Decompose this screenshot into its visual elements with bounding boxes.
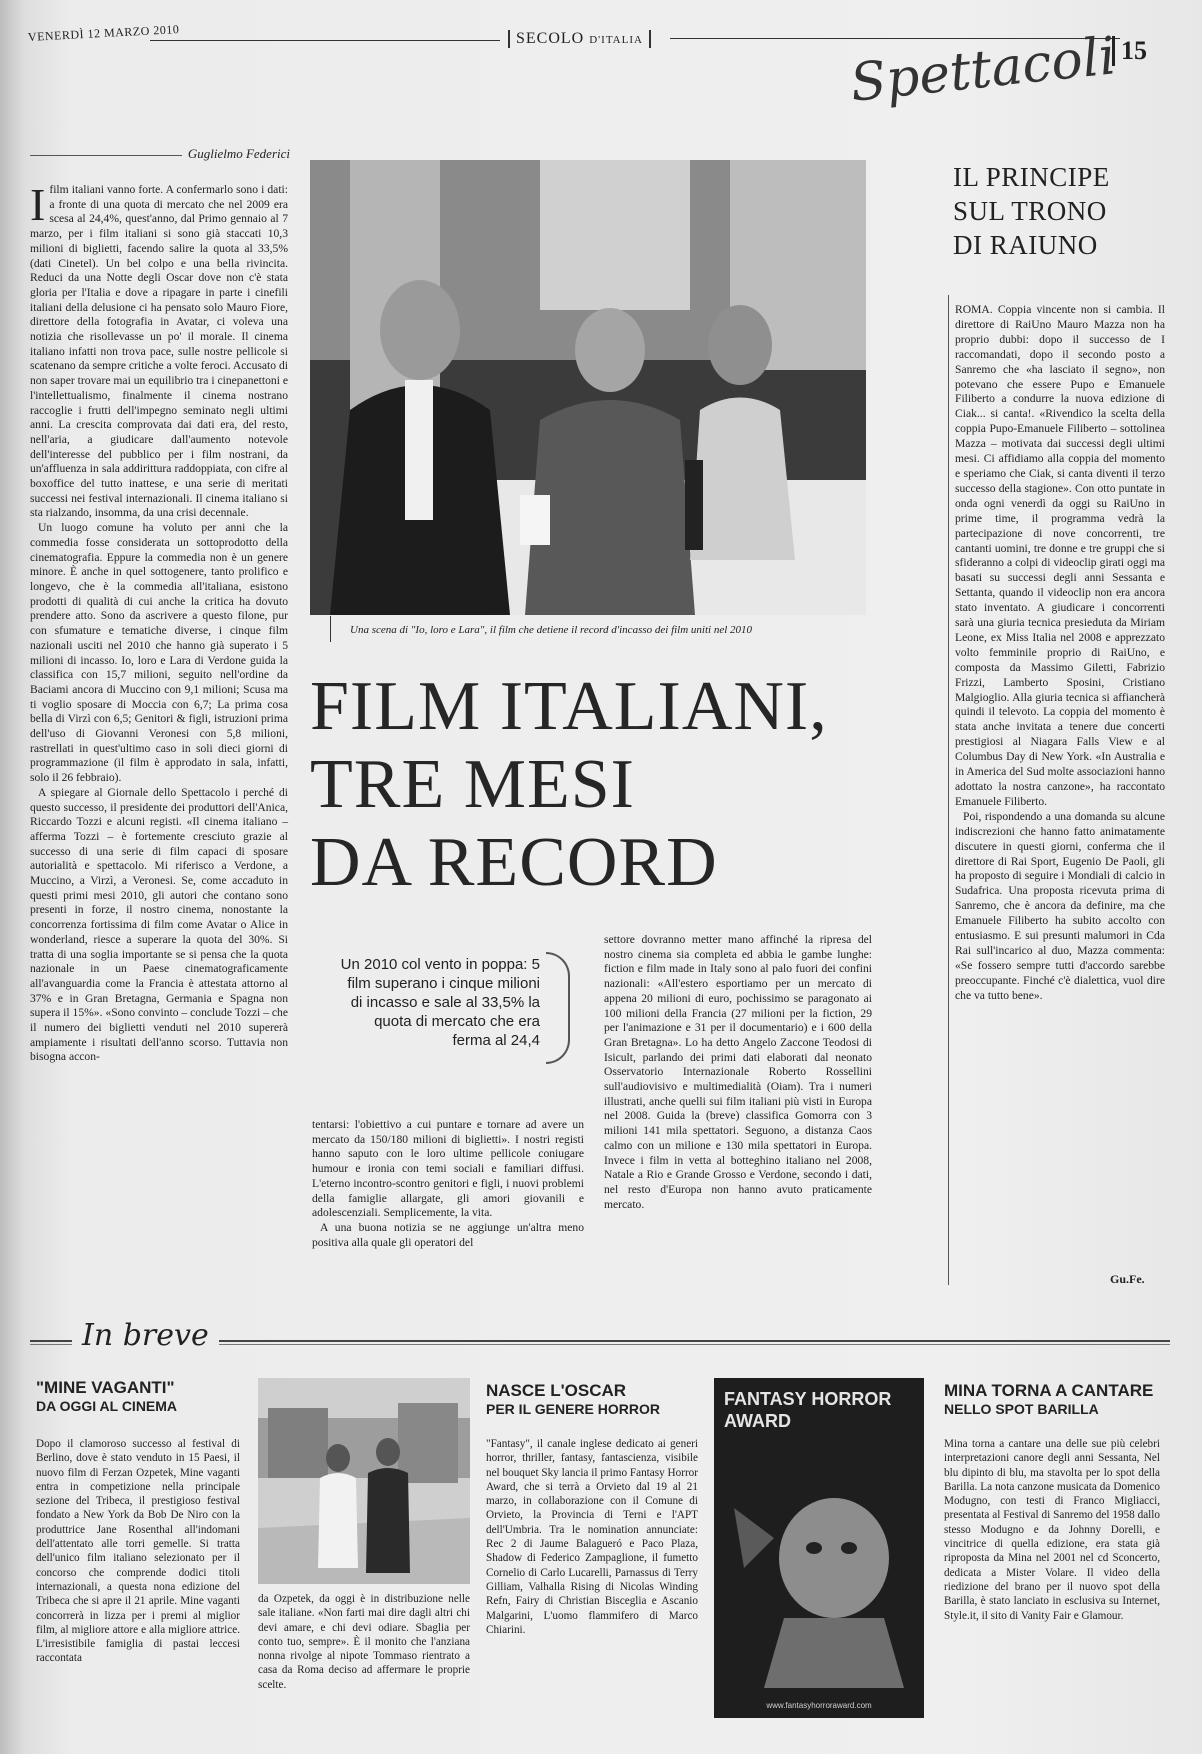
sidebar-text xyxy=(955,303,1165,1004)
brief-title: NASCE L'OSCAR xyxy=(486,1381,627,1400)
photo-caption: Una scena di "Io, loro e Lara", il film che detiene il record d'incasso dei film uniti nel 2010 xyxy=(350,624,753,636)
sidebar-title xyxy=(953,160,1153,262)
article-paragraph: A spiegare al Giornale dello Spettacolo i perché di questo successo, il presidente dei produttori dell'Anica, Riccardo Tozzi e alcuni registi. «Il cinema italiano – afferma Tozzi – è fortemente cresciuto grazie al successo di una serie di film capaci di sposare autorialità e spettacolo. Mi riferisco a Verdone, a Muccino, a Virzì, a Veronesi. Se, come accaduto in questi primi mesi 2010, gli autori che contano sono presenti in forze, il nostro cinema, nonostante la concorrenza fortissima di film come Avatar o Alice in wonderland, riesce a superare la quota del 30%. Si tratta di una soglia importante se si pensa che la quota nazionale in un Paese cinematograficamente all'avanguardia come la Francia è attestata attorno al 37% e in Gran Bretagna, Germania e Spagna non supera il 15%». «Sono convinto – conclude Tozzi – che il numero dei biglietti venduti nel 2010 supererà ampiamente i risultati dell'anno scorso. Tuttavia non bisogna accon- xyxy=(30,785,288,1064)
brief-text: da Ozpetek, da oggi è in distribuzione nelle sale italiane. «Non farti mai dire dagli altri chi devi amare, e chi devi odiare. Sbaglia per conto tuo, sempre». È il monito che l'anziana nonna rivolge al nipote Tommaso rientrato a casa da Roma deciso ad affermare le proprie scelte. xyxy=(258,1593,470,1691)
paper-name: SECOLO xyxy=(516,30,585,47)
headline xyxy=(310,668,870,902)
sidebar-paragraph: ROMA. Coppia vincente non si cambia. Il direttore di RaiUno Mauro Mazza non ha proprio dubbi: dopo il successo de I raccomandati, dopo il secondo posto a Sanremo che «ha lasciato il segno», non potevano che essere Pupo e Emanuele Filiberto a condurre la nuova edizione di Ciak... si canta!. «Rivendico la scelta della coppia Pupo-Emanuele Filiberto – sottolinea Mazza – motivata dai successi degli ultimi mesi. Ci affidiamo alla coppia del momento e speriamo che Ciak, si canta diventi il terzo successo della stagione». Con otto puntate in onda ogni venerdì da oggi su RaiUno in prime time, il programma vedrà la partecipazione di nove concorrenti, tre cantanti uomini, tre donne e tre gruppi che si sfideranno a colpi di videoclip girati oggi ma basati su successi degli anni Sessanta e Settanta, quando il videoclip non era ancora stato inventato. A giudicare i concorrenti sarà una giuria tecnica presieduta da Miriam Leone, ex Miss Italia nel 2008 e apprezzato volto femminile proprio di RaiUno, e composta da Massimo Giletti, Fabrizio Frizzi, Lamberto Sposini, Cristiano Malgioglio. Alla giuria tecnica si affiancherà quindi il televoto. La coppia del momento è stata anche invitata a tenere due concerti prestigiosi al Niagara Falls View e al Columbus Day di New York. «In Australia e in America del Sud molte associazioni hanno adottato la nostra canzone», ha raccontato Emanuele Filiberto. xyxy=(955,303,1165,808)
brief-header xyxy=(36,1377,256,1414)
article-column-1 xyxy=(30,179,288,1065)
brief-header xyxy=(486,1380,706,1417)
brief-subtitle: PER IL GENERE HORROR xyxy=(486,1401,660,1417)
mine-vaganti-image xyxy=(258,1378,470,1584)
sidebar-article xyxy=(948,295,1167,1285)
article-paragraph: settore dovranno metter mano affinché la ripresa del nostro cinema sia completa ed abbia le gambe lunghe: fiction e film made in Italy sono al palo fuori dei confini nazionali: «All'estero esportiamo per un mercato di appena 20 milioni di euro, pochissimo se paragonato ai 100 milioni della Francia (27 milioni per la fiction, 29 per l'animazione e 31 per il documentario) e i 600 della Gran Bretagna». Lo ha detto Angelo Zaccone Teodosi di Isicult, parlando dei primi dati elaborati dal neonato Osservatorio Internazionale Roberto Rossellini sull'audiovisivo e multimedialità (Oiam). Tra i numeri illustrati, anche quelli sui film italiani più visti in Europa nel 2008. Guida la (breve) classifica Gomorra con 3 milioni 141 mila spettatori. Seguono, a distanza Caos calmo con un milione e 130 mila spettatori in Europa. Invece i film in vetta al botteghino italiano nel 2008, Natale a Rio e Grande Grosso e Verdone, secondo i dati, nel resto d'Europa non hanno avuto praticamente mercato. xyxy=(604,933,872,1211)
brief-subtitle: NELLO SPOT BARILLA xyxy=(944,1401,1099,1417)
pull-quote-bracket xyxy=(546,952,570,1064)
drop-cap: I xyxy=(30,179,46,230)
pull-quote: Un 2010 col vento in poppa: 5 film superano i cinque milioni di incasso e sale al 33,5% la quota di mercato che era ferma al 24,4 xyxy=(340,956,540,1049)
film-scene-image xyxy=(310,160,866,615)
issue-date: VENERDÌ 12 MARZO 2010 xyxy=(27,22,180,44)
page-number: 15 xyxy=(1112,36,1147,66)
brief-header xyxy=(944,1380,1170,1417)
byline xyxy=(30,146,290,161)
sidebar-title-line: DI RAIUNO xyxy=(953,230,1098,260)
brief-photo xyxy=(258,1378,470,1584)
sidebar-title-line: SUL TRONO xyxy=(953,196,1107,226)
article-paragraph: Un luogo comune ha voluto per anni che la commedia fosse considerata un sottoprodotto della cinematografia. Eppure la commedia non è un genere minore. È anche in quel sottogenere, tanto prolifico e longevo, che è la commedia all'italiana, esistono prodotti di qualità di cui anche la critica ha dovuto prendere atto. Sono da ascrivere a questo filone, pur con sfumature e tematiche diverse, i cinque film nazionali usciti nel 2010 che hanno già superato i 5 milioni di incasso. Io, loro e Lara di Verdone guida la classifica con 15,7 milioni, seguito nell'ordine da Baciami ancora di Muccino con 9,1 milioni; Scusa ma ti voglio sposare di Moccia con 6,7; La prima cosa bella di Virzì con 6,5; Genitori & figli, istruzioni prima dell'uso di Giovanni Veronesi con 5,8 milioni, rastrellati in quest'ultimo caso in soli dieci giorni di programmazione (il film è approdato in sala, infatti, solo il 26 febbraio). xyxy=(30,521,288,785)
article-column-2 xyxy=(312,1118,584,1250)
article-paragraph: tentarsi: l'obiettivo a cui puntare e tornare ad avere un mercato da 150/180 milioni di biglietti». I nostri registi hanno saputo con le loro ultime pellicole coniugare humour e ironia con temi sociali e familiari diffusi. L'eterno incontro-scontro genitori e figli, i nuovi problemi della famiglie allargate, gli amori giovanili e adolescenziali. Semplicemente, la vita. xyxy=(312,1118,584,1220)
sidebar-title-line: IL PRINCIPE xyxy=(953,162,1110,192)
paper-suffix: D'ITALIA xyxy=(589,34,643,46)
brief-text: Mina torna a cantare una delle sue più celebri interpretazioni canore degli anni Sessanta, Nel blu dipinto di blu, ma stavolta per lo spot della Barilla. La nota canzone musicata da Domenico Modugno, con testi di Franco Migliacci, presentata al Festival di Sanremo del 1958 dallo stesso Modugno e da Johnny Dorelli, e vincitrice di quella edizione, era stata già riproposta da Mina nel 2001 nel cd Sconcerto, dedicata a Mister Volare. Il video della riedizione del brano per il nuovo spot della Barilla, è stato lanciato in esclusiva su Internet, Style.it, il sito di Vanity Fair e Glamour. xyxy=(944,1438,1160,1622)
brief-title: MINA TORNA A CANTARE xyxy=(944,1381,1154,1400)
header-rule xyxy=(150,40,500,41)
caption-rule xyxy=(330,616,331,642)
creature-image xyxy=(714,1468,924,1688)
in-breve-label: In breve xyxy=(72,1318,219,1353)
article-paragraph: A una buona notizia se ne aggiunge un'altra meno positiva alla quale gli operatori del xyxy=(312,1220,584,1249)
headline-line: DA RECORD xyxy=(310,824,718,901)
poster-url: www.fantasyhorroraward.com xyxy=(766,1701,872,1710)
article-photo xyxy=(310,160,866,615)
section-name: Spettacoli xyxy=(847,26,1119,114)
brief-text: "Fantasy", il canale inglese dedicato ai generi horror, thriller, fantasy, fantascienza, visibile nel bouquet Sky lancia il primo Fantasy Horror Award, che si terrà a Orvieto dal 19 al 21 marzo, in collaborazione con il Comune di Orvieto, la Provincia di Terni e l'APT dell'Umbria. Tra le nomination annunciate: Rec 2 di Jaume Balagueró e Paco Plaza, Shadow di Federico Zampaglione, il fumetto Cornelio di Carlo Lucarelli, Parnassus di Terry Gilliam, Valhalla Rising di Nicolas Winding Refn, Fairy di Christian Bisceglia e Ascanio Malgarini, L'uomo flammifero di Marco Chiarini. xyxy=(486,1438,698,1636)
sidebar-paragraph: Poi, rispondendo a una domanda su alcune indiscrezioni che hanno fatto animatamente discutere in questi giorni, conferma che il direttore di Rai Sport, Eugenio De Paoli, gli ha proposto di seguire i Mondiali di calcio in Sudafrica. Una proposta ricevuta prima di Sanremo, che è ancora da definire, ma che Emanuele Filiberto ha subito accolto con entusiasmo. E sui presunti malumori in Cda Rai sull'incarico al duo, Mazza commenta: «Se fossero sempre tutti d'accordo sarebbe preoccupante. Finché c'è dialettica, vuol dire che va tutto bene». xyxy=(955,809,1165,1002)
sidebar-signature: Gu.Fe. xyxy=(1110,1272,1145,1286)
brief-text: Dopo il clamoroso successo al festival di Berlino, dove è stato venduto in 15 Paesi, il nuovo film di Ferzan Ozpetek, Mine vaganti entra in competizione nella principale sezione del Tribeca, il prestigioso festival fondato a New York da Bob De Niro con la produttrice Jane Rosenthal all'indomani dell'attentato alle torri gemelle. Si tratta dell'unico film italiano selezionato per il concorso che comprende dodici titoli internazionali, a questa nona edizione del Tribeca che si apre il 21 aprile. Mine vaganti concorrerà in lizza per i premi al miglior film, al migliore attore e alla migliore attrice. L'irresistibile famiglia di pastai leccesi raccontata xyxy=(36,1438,240,1665)
headline-line: TRE MESI xyxy=(310,746,635,823)
headline-line: FILM ITALIANI, xyxy=(310,668,828,745)
masthead xyxy=(508,30,651,48)
fantasy-horror-poster xyxy=(714,1378,924,1718)
brief-title: "MINE VAGANTI" xyxy=(36,1378,175,1397)
article-column-3 xyxy=(604,933,872,1212)
author-name: Guglielmo Federici xyxy=(182,146,290,162)
poster-title: FANTASY HORROR AWARD xyxy=(724,1389,892,1431)
article-paragraph: film italiani vanno forte. A confermarlo sono i dati: a fronte di una quota di mercato che nel 2009 era scesa al 24,4%, quest'anno, dal Primo gennaio al 7 marzo, per i film italiani si sono già staccati 10,3 milioni di biglietti, facendo salire la quota al 33,5% (dati Cinetel). Un bel colpo e una bella rivincita. Reduci da una Notte degli Oscar dove non c'è stata gloria per l'Italia e dove a ripagare in parte i cinefili italiani della delusione ci ha pensato solo Mauro Fiore, direttore della fotografia in Avatar, ci voleva una notizia che risollevasse un po' il morale. Il cinema italiano infatti non trova pace, sulle nostre pellicole si scatenano da sempre critiche a volte feroci. Accusato di non saper trovare mai un equilibrio tra i cinepanettoni e l'intellettualismo, finalmente il cinema nostrano raccoglie i frutti dell'impegno seminato negli ultimi anni. La crescita comprovata dai dati era, del resto, nell'aria, a giudicare dall'aumento notevole dell'interesse del pubblico per i film nostrani, da un'affluenza in sala addirittura raddoppiata, con cifre al boxoffice del tutto inattese, e una serie di meritati successi nei festival internazionali. Il cinema italiano si sta rialzando, insomma, da una crisi decennale. xyxy=(30,183,288,520)
brief-subtitle: DA OGGI AL CINEMA xyxy=(36,1398,178,1414)
